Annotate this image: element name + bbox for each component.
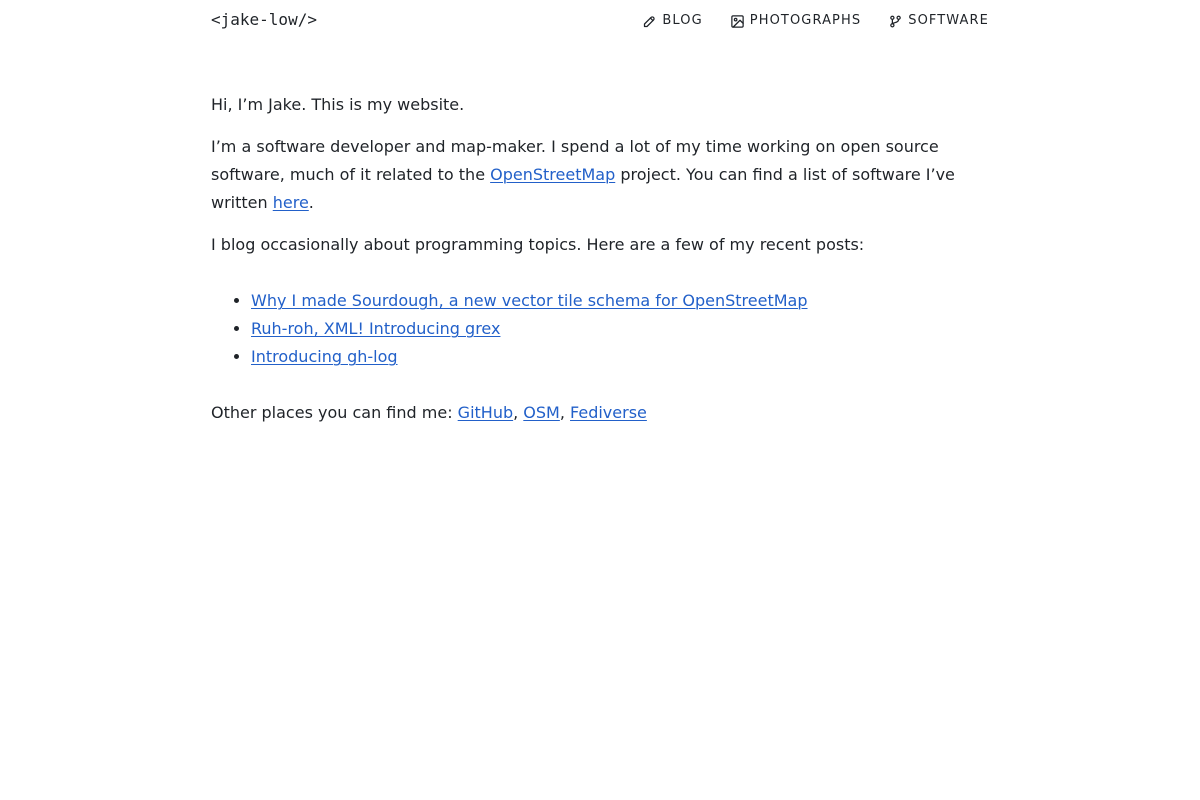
separator: , [559,403,571,422]
software-list-link[interactable]: here [272,193,309,212]
openstreetmap-link[interactable]: OpenStreetMap [490,165,616,184]
list-item [251,287,989,315]
nav-photographs[interactable] [730,9,861,33]
main-nav [642,9,989,33]
elsewhere-paragraph [211,399,989,427]
nav-photographs-label: PHOTOGRAPHS [749,13,862,28]
separator: , [513,403,524,422]
nav-software[interactable] [888,9,989,33]
about-paragraph [211,133,989,217]
post-link-sourdough[interactable]: Why I made Sourdough, a new vector tile schema for OpenStreetMap [251,291,808,310]
pencil-icon [642,14,657,29]
elsewhere-prefix: Other places you can find me: [211,403,458,422]
nav-software-label: SOFTWARE [908,13,989,28]
site-header [211,0,989,44]
about-text-middle: project. You can find a list of software I’ve written [211,165,955,212]
blog-intro-paragraph: I blog occasionally about programming topics. Here are a few of my recent posts: [211,235,865,254]
recent-posts-list [211,287,989,371]
site-logo-link[interactable]: <jake-low/> [211,10,317,29]
post-link-gh-log[interactable]: Introducing gh-log [251,347,398,366]
nav-blog[interactable] [642,9,702,33]
page-container [211,0,989,427]
nav-blog-label: BLOG [662,13,703,28]
about-text-after: . [308,193,314,212]
osm-link[interactable]: OSM [523,403,560,422]
image-icon [730,14,745,29]
intro-paragraph: Hi, I’m Jake. This is my website. [211,95,465,114]
github-link[interactable]: GitHub [457,403,514,422]
post-link-grex[interactable]: Ruh-roh, XML! Introducing grex [251,319,501,338]
about-text-before: I’m a software developer and map-maker. I spend a lot of my time working on open source software, much of it related to the [211,137,939,184]
list-item [251,343,989,371]
list-item [251,315,989,343]
main-content [211,44,989,427]
code-branch-icon [888,14,903,29]
fediverse-link[interactable]: Fediverse [570,403,647,422]
